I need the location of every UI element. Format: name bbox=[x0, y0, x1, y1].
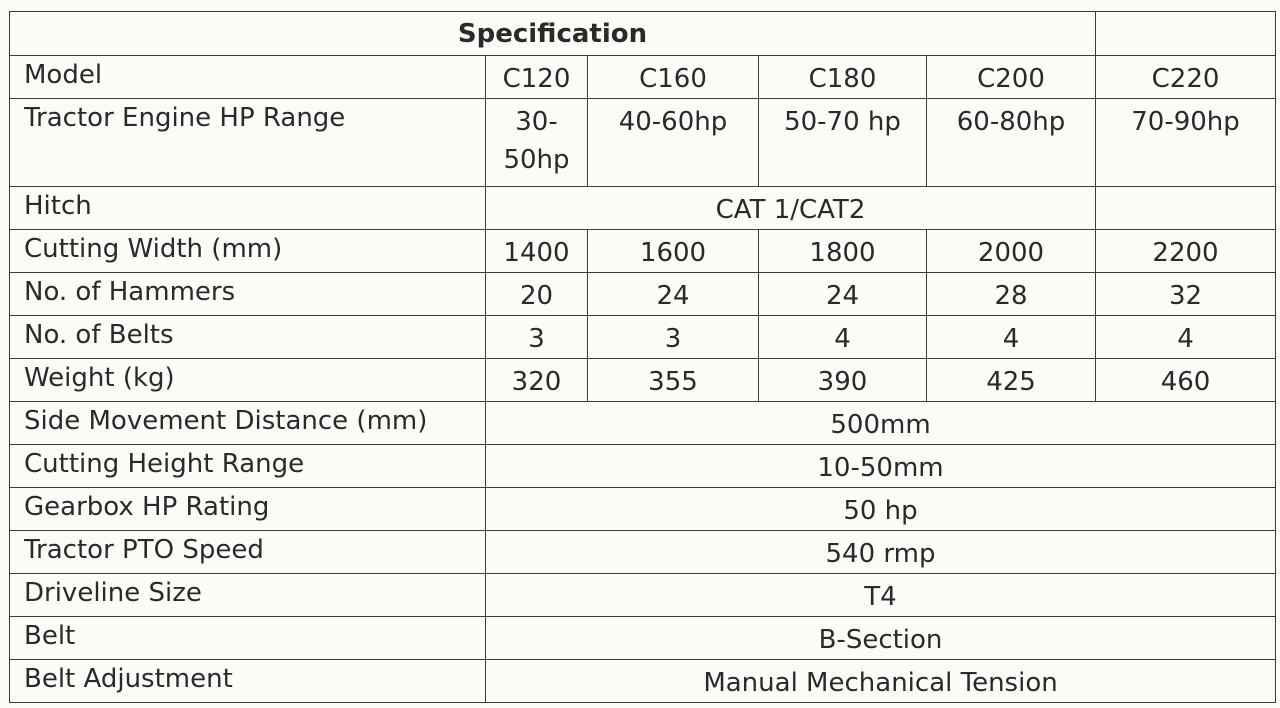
row-label-gearbox: Gearbox HP Rating bbox=[10, 488, 486, 531]
table-row-belts-count bbox=[10, 316, 1276, 359]
row-label-side-movement: Side Movement Distance (mm) bbox=[10, 402, 486, 445]
row-label-belt-adjustment: Belt Adjustment bbox=[10, 660, 486, 703]
row-label-pto-speed: Tractor PTO Speed bbox=[10, 531, 486, 574]
hammers-cell: 32 bbox=[1096, 273, 1276, 316]
table-row-cutting-width bbox=[10, 230, 1276, 273]
model-cell: C160 bbox=[588, 56, 759, 99]
table-row-hitch bbox=[10, 187, 1276, 230]
belts-count-cell: 4 bbox=[927, 316, 1096, 359]
side-movement-value: 500mm bbox=[486, 402, 1276, 445]
hammers-cell: 24 bbox=[588, 273, 759, 316]
pto-speed-value: 540 rmp bbox=[486, 531, 1276, 574]
row-label-hammers: No. of Hammers bbox=[10, 273, 486, 316]
belts-count-cell: 3 bbox=[486, 316, 588, 359]
row-label-hitch: Hitch bbox=[10, 187, 486, 230]
table-row-weight bbox=[10, 359, 1276, 402]
hammers-cell: 24 bbox=[759, 273, 927, 316]
table-row-hammers bbox=[10, 273, 1276, 316]
cutting-width-cell: 1800 bbox=[759, 230, 927, 273]
model-cell: C220 bbox=[1096, 56, 1276, 99]
row-label-belts-count: No. of Belts bbox=[10, 316, 486, 359]
cutting-height-value: 10-50mm bbox=[486, 445, 1276, 488]
hp-range-cell: 30-50hp bbox=[486, 99, 588, 187]
cutting-width-cell: 1600 bbox=[588, 230, 759, 273]
gearbox-value: 50 hp bbox=[486, 488, 1276, 531]
table-row-driveline bbox=[10, 574, 1276, 617]
title-row bbox=[10, 12, 1276, 56]
row-label-hp-range: Tractor Engine HP Range bbox=[10, 99, 486, 187]
cutting-width-cell: 1400 bbox=[486, 230, 588, 273]
belt-value: B-Section bbox=[486, 617, 1276, 660]
hp-range-cell: 60-80hp bbox=[927, 99, 1096, 187]
hp-range-cell: 70-90hp bbox=[1096, 99, 1276, 187]
title-blank-cell bbox=[1096, 12, 1276, 56]
table-row-pto-speed bbox=[10, 531, 1276, 574]
hammers-cell: 28 bbox=[927, 273, 1096, 316]
belts-count-cell: 4 bbox=[759, 316, 927, 359]
row-label-cutting-height: Cutting Height Range bbox=[10, 445, 486, 488]
driveline-value: T4 bbox=[486, 574, 1276, 617]
row-label-belt: Belt bbox=[10, 617, 486, 660]
specification-table bbox=[9, 11, 1276, 703]
model-cell: C180 bbox=[759, 56, 927, 99]
table-title: Specification bbox=[10, 12, 1096, 56]
belts-count-cell: 3 bbox=[588, 316, 759, 359]
table-row-hp-range bbox=[10, 99, 1276, 187]
table-row-belt-adjustment bbox=[10, 660, 1276, 703]
belt-adjustment-value: Manual Mechanical Tension bbox=[486, 660, 1276, 703]
table-row-cutting-height bbox=[10, 445, 1276, 488]
weight-cell: 460 bbox=[1096, 359, 1276, 402]
model-cell: C200 bbox=[927, 56, 1096, 99]
table-row-model bbox=[10, 56, 1276, 99]
model-cell: C120 bbox=[486, 56, 588, 99]
weight-cell: 390 bbox=[759, 359, 927, 402]
weight-cell: 425 bbox=[927, 359, 1096, 402]
row-label-model: Model bbox=[10, 56, 486, 99]
row-label-cutting-width: Cutting Width (mm) bbox=[10, 230, 486, 273]
table-row-belt bbox=[10, 617, 1276, 660]
row-label-weight: Weight (kg) bbox=[10, 359, 486, 402]
hitch-value: CAT 1/CAT2 bbox=[486, 187, 1096, 230]
weight-cell: 355 bbox=[588, 359, 759, 402]
cutting-width-cell: 2000 bbox=[927, 230, 1096, 273]
table-row-side-movement bbox=[10, 402, 1276, 445]
hp-range-cell: 50-70 hp bbox=[759, 99, 927, 187]
hp-range-cell: 40-60hp bbox=[588, 99, 759, 187]
hammers-cell: 20 bbox=[486, 273, 588, 316]
hitch-blank-cell bbox=[1096, 187, 1276, 230]
table-row-gearbox bbox=[10, 488, 1276, 531]
belts-count-cell: 4 bbox=[1096, 316, 1276, 359]
row-label-driveline: Driveline Size bbox=[10, 574, 486, 617]
cutting-width-cell: 2200 bbox=[1096, 230, 1276, 273]
weight-cell: 320 bbox=[486, 359, 588, 402]
